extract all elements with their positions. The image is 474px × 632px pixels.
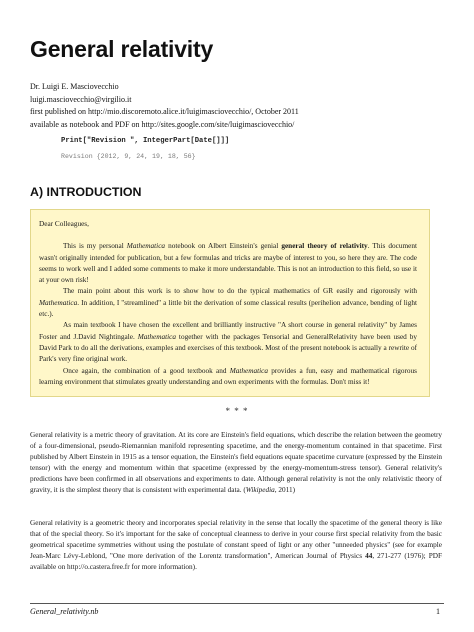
- note-greeting: Dear Colleagues,: [39, 220, 89, 228]
- availability-note: available as notebook and PDF on http://sites.google.com/site/luigimasciovecchio/: [30, 119, 295, 129]
- code-input-cell: Print["Revision ", IntegerPart[Date[]]]: [61, 137, 230, 145]
- document-title: General relativity: [30, 36, 214, 62]
- section-heading: A) INTRODUCTION: [30, 185, 142, 199]
- note-paragraph-3: As main textbook I have chosen the excellent and brilliantly instructive "A short course in general relativity" by James Foster and J.David Nightingale. Mathematica together with the packages Tensorial and GeneralRelativity have been used by David Park to do all the derivations, examples and exercises of this textbook. Most of the present notebook is actually a rewrite of Park's very fine original work.: [39, 321, 417, 364]
- publication-note: first published on http://mio.discoremoto.alice.it/luigimasciovecchio/, October 2011: [30, 107, 299, 117]
- author-email: luigi.masciovecchio@virgilio.it: [30, 94, 132, 104]
- footer-divider: [30, 603, 444, 604]
- note-paragraph-1: This is my personal Mathematica notebook on Albert Einstein's genial general theory of relativity. This document wasn't originally intended for publication, but a few formulas and tricks are maybe of interest to you, so here they are. The code seems to work well and I added some comments to make it more understandable. This is not an introduction to this field, so use it at your own risk!: [39, 242, 417, 285]
- code-output-label: Revision: [61, 153, 93, 160]
- body-paragraph-2: General relativity is a geometric theory and incorporates special relativity in the sense that locally the spacetime of the general theory is like that of the special theory. So it's important for the sake of conceptual cleanness to derive in your course first special relativity from the basic geometrical spacetime symmetries without using the postulate of constant speed of light or any other "unneeded physics" (see for example Jean-Marc Lévy-Leblond, "One more derivation of the Lorentz transformation", American Journal of Physics 44, 271-277 (1976); PDF available on http://o.castera.free.fr for more information).: [30, 519, 442, 572]
- footer-page-number: 1: [436, 607, 440, 616]
- note-paragraph-2: The main point about this work is to show how to do the typical mathematics of GR easily and rigorously with Mathematica. In addition, I "streamlined" a little bit the derivation of some classical results (perihelion advance, bending of light etc.).: [39, 287, 417, 319]
- code-output-value: {2012, 9, 24, 19, 18, 56}: [96, 153, 196, 160]
- author-block: [30, 81, 299, 131]
- note-paragraph-4: Once again, the combination of a good textbook and Mathematica provides a fun, easy and mathematical rigorous learning environment that stimulates greatly understanding and own experiments with the formulas. Don't miss it!: [39, 366, 417, 386]
- body-paragraph-1: General relativity is a metric theory of gravitation. At its core are Einstein's field equations, which describe the relation between the geometry of a four-dimensional, pseudo-Riemannian manifold representing spacetime, and the energy-momentum contained in that spacetime. First published by Albert Einstein in 1915 as a tensor equation, the Einstein's field equations equate spacetime curvature (expressed by the Einstein tensor) with the energy and momentum within that spacetime (expressed by the energy-momentum-stress tensor). General relativity's predictions have been confirmed in all observations and experiments to date. Although general relativity is not the only relativistic theory of gravity, it is the simplest theory that is consistent with experimental data. (Wikipedia, 2011): [30, 431, 442, 495]
- footer-filename: General_relativity.nb: [30, 607, 99, 616]
- author-name: Dr. Luigi E. Masciovecchio: [30, 82, 119, 91]
- code-output-cell: [61, 153, 196, 160]
- introduction-note-box: [30, 209, 430, 397]
- section-separator: * * *: [225, 406, 249, 416]
